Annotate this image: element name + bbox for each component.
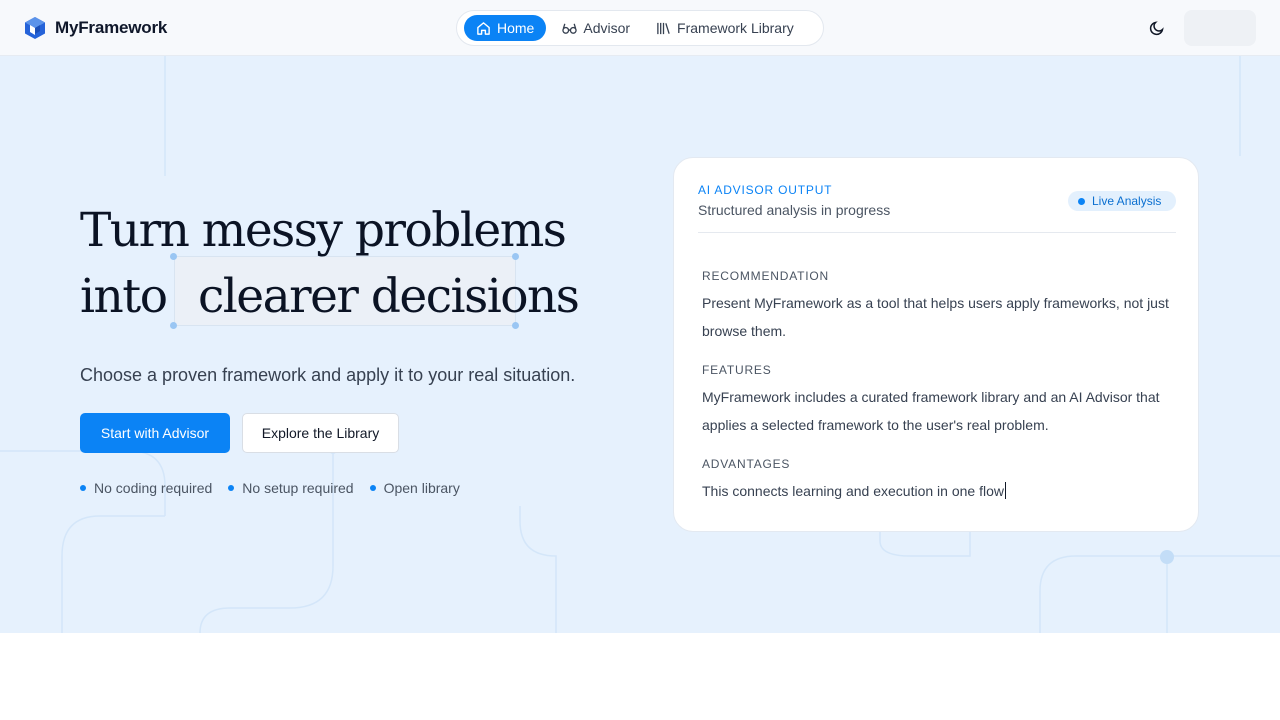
headline-line-2 (80, 264, 578, 330)
bullet-dot-icon (370, 485, 376, 491)
section-label-features: FEATURES (702, 363, 772, 377)
headline-line-1: Turn messy problems (80, 203, 566, 258)
badge-label: Live Analysis (1092, 194, 1162, 208)
section-label-recommendation: RECOMMENDATION (702, 269, 829, 283)
card-subtitle: Structured analysis in progress (698, 202, 891, 218)
brand-name: MyFramework (55, 18, 168, 37)
live-analysis-badge (1068, 191, 1176, 211)
nav-home-label: Home (497, 20, 535, 36)
home-icon (476, 21, 491, 36)
hero-headline (80, 198, 578, 330)
bullet-text: No coding required (94, 480, 213, 496)
logo-icon (24, 16, 46, 40)
headline-prefix: into (80, 269, 180, 324)
hero-subtitle: Choose a proven framework and apply it to your real situation. (80, 365, 576, 385)
top-header (0, 0, 1280, 56)
advisor-output-card (673, 157, 1199, 532)
theme-toggle-button[interactable] (1146, 17, 1168, 39)
main-nav (456, 10, 824, 46)
card-label: AI ADVISOR OUTPUT (698, 183, 833, 197)
advantages-text: This connects learning and execution in one flow (702, 483, 1004, 499)
section-label-advantages: ADVANTAGES (702, 457, 791, 471)
section-text-recommendation: Present MyFramework as a tool that helps users apply frameworks, not just browse them. (702, 295, 1169, 339)
live-dot-icon (1078, 198, 1085, 205)
headline-highlight: clearer decisions (197, 269, 579, 324)
nav-advisor[interactable] (552, 15, 640, 41)
section-text-advantages (702, 477, 1172, 505)
start-with-advisor-button[interactable]: Start with Advisor (80, 413, 230, 453)
bullet-item (370, 480, 460, 496)
glasses-icon (562, 21, 577, 36)
account-placeholder[interactable] (1184, 10, 1256, 46)
bullet-dot-icon (228, 485, 234, 491)
bullet-dot-icon (80, 485, 86, 491)
bullet-item (228, 480, 353, 496)
library-icon (656, 21, 671, 36)
card-divider (698, 232, 1176, 233)
nav-library-label: Framework Library (677, 20, 794, 36)
feature-bullets (80, 480, 460, 496)
bullet-text: No setup required (242, 480, 354, 496)
typing-caret (1005, 482, 1007, 499)
bullet-item (80, 480, 212, 496)
bullet-text: Open library (383, 480, 460, 496)
nav-framework-library[interactable] (646, 15, 804, 41)
nav-advisor-label: Advisor (583, 20, 631, 36)
nav-home[interactable] (464, 15, 546, 41)
moon-icon (1149, 20, 1165, 36)
explore-library-button[interactable]: Explore the Library (242, 413, 399, 453)
section-text-features: MyFramework includes a curated framework library and an AI Advisor that applies a selected framework to the user's real problem. (702, 389, 1160, 433)
hero-section (0, 56, 1280, 633)
brand[interactable] (24, 14, 167, 42)
